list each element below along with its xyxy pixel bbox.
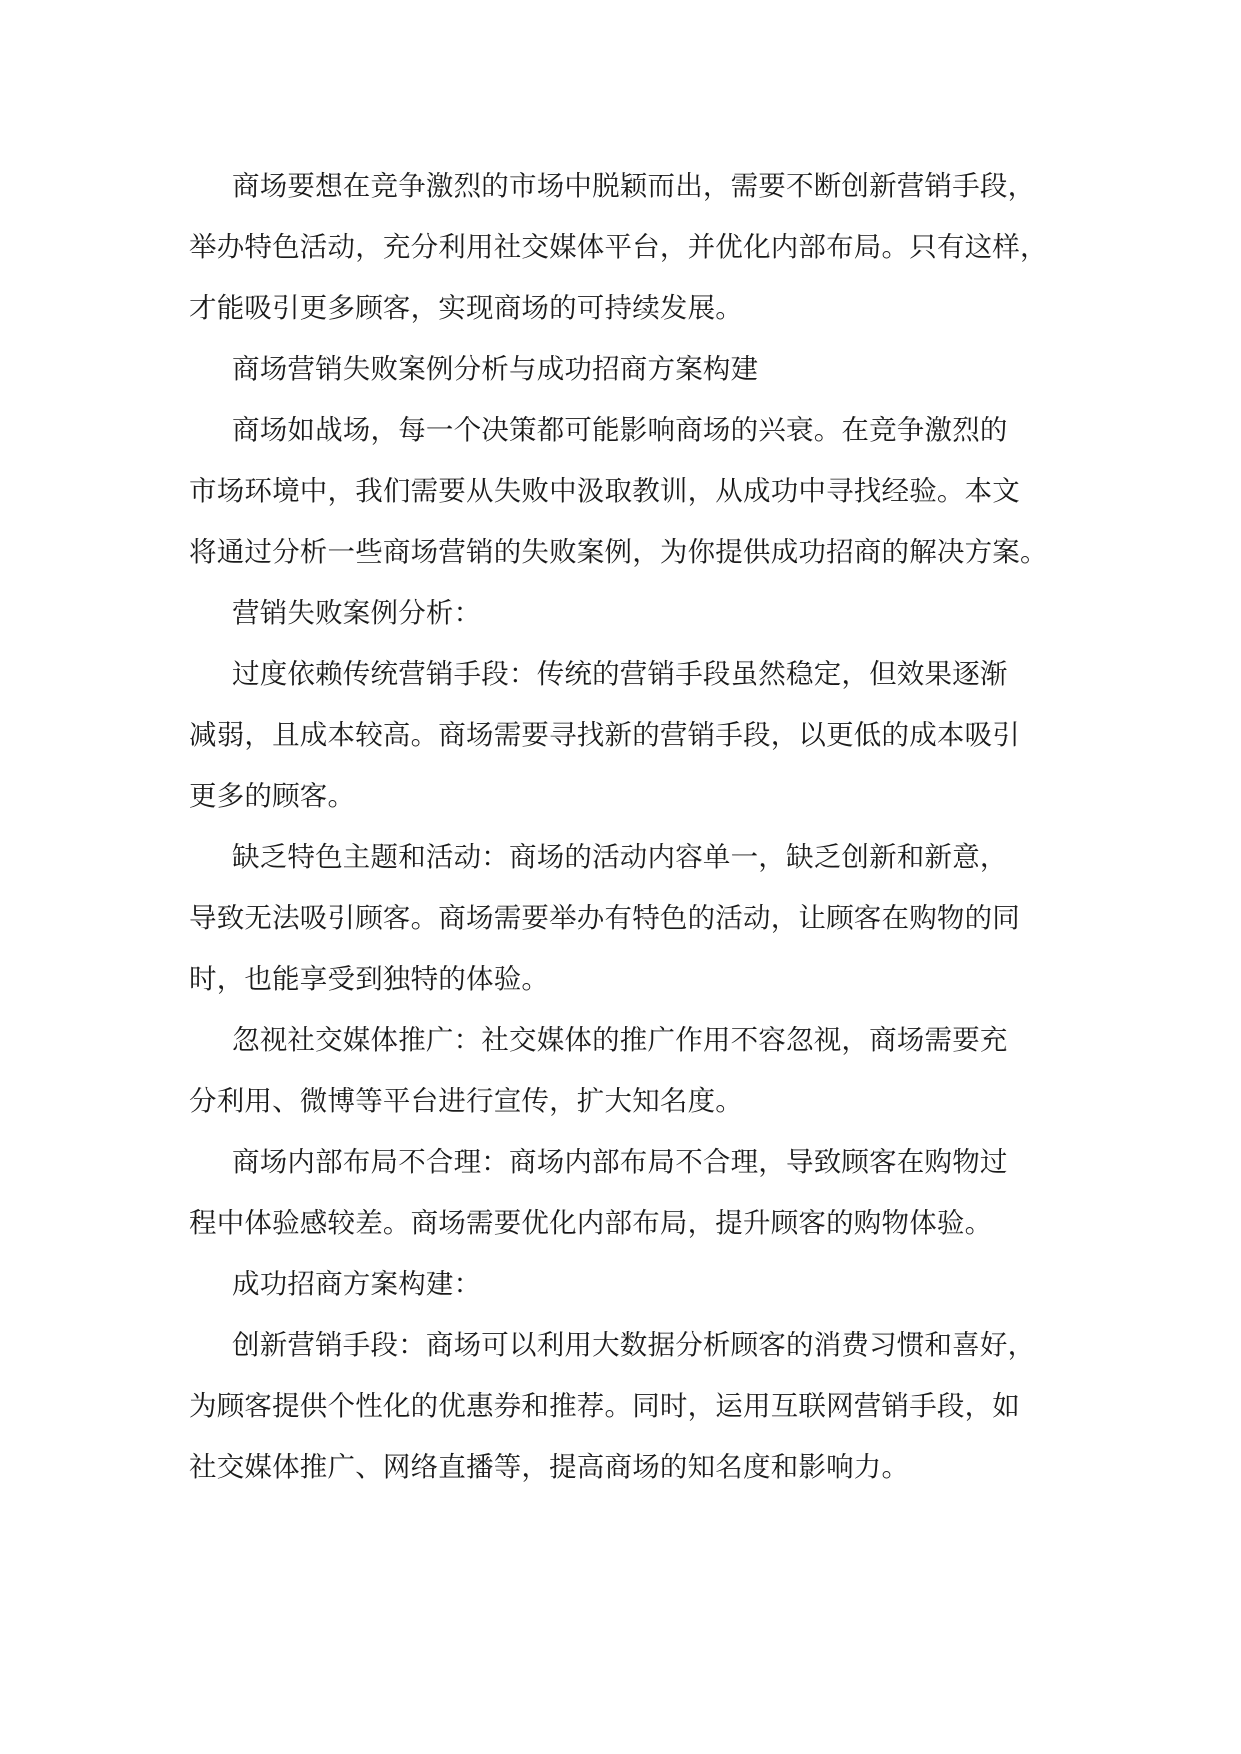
text-line: 分利用、微博等平台进行宣传，扩大知名度。: [189, 1085, 743, 1117]
paragraph-intro: [189, 400, 1059, 583]
subheading-success-plan: [189, 1254, 1059, 1315]
document-body: [189, 156, 1059, 1498]
text-line: 商场营销失败案例分析与成功招商方案构建: [232, 353, 759, 385]
section-title: [189, 339, 1059, 400]
text-line: 缺乏特色主题和活动：商场的活动内容单一，缺乏创新和新意，: [232, 841, 1008, 873]
text-line: 商场如战场，每一个决策都可能影响商场的兴衰。在竞争激烈的: [232, 414, 1008, 446]
paragraph-lack-of-themes: [189, 827, 1059, 1010]
text-line: 成功招商方案构建：: [232, 1268, 482, 1300]
text-line: 程中体验感较差。商场需要优化内部布局，提升顾客的购物体验。: [189, 1207, 993, 1239]
subheading-failure-cases: [189, 583, 1059, 644]
text-line: 营销失败案例分析：: [232, 597, 482, 629]
paragraph-conclusion: [189, 156, 1059, 339]
text-line: 市场环境中，我们需要从失败中汲取教训，从成功中寻找经验。本文: [189, 475, 1020, 507]
text-line: 导致无法吸引顾客。商场需要举办有特色的活动，让顾客在购物的同: [189, 902, 1020, 934]
text-line: 才能吸引更多顾客，实现商场的可持续发展。: [189, 292, 743, 324]
paragraph-layout: [189, 1132, 1059, 1254]
text-line: 减弱，且成本较高。商场需要寻找新的营销手段，以更低的成本吸引: [189, 719, 1020, 751]
text-line: 商场要想在竞争激烈的市场中脱颖而出，需要不断创新营销手段，: [232, 170, 1036, 202]
text-line: 商场内部布局不合理：商场内部布局不合理，导致顾客在购物过: [232, 1146, 1008, 1178]
text-line: 社交媒体推广、网络直播等，提高商场的知名度和影响力。: [189, 1451, 910, 1483]
text-line: 创新营销手段：商场可以利用大数据分析顾客的消费习惯和喜好，: [232, 1329, 1036, 1361]
text-line: 过度依赖传统营销手段：传统的营销手段虽然稳定，但效果逐渐: [232, 658, 1008, 690]
text-line: 将通过分析一些商场营销的失败案例，为你提供成功招商的解决方案。: [189, 536, 1048, 568]
text-line: 为顾客提供个性化的优惠券和推荐。同时，运用互联网营销手段，如: [189, 1390, 1020, 1422]
paragraph-innovative-marketing: [189, 1315, 1059, 1498]
paragraph-traditional-marketing: [189, 644, 1059, 827]
text-line: 举办特色活动，充分利用社交媒体平台，并优化内部布局。只有这样，: [189, 231, 1048, 263]
paragraph-social-media: [189, 1010, 1059, 1132]
text-line: 时，也能享受到独特的体验。: [189, 963, 550, 995]
text-line: 更多的顾客。: [189, 780, 356, 812]
text-line: 忽视社交媒体推广：社交媒体的推广作用不容忽视，商场需要充: [232, 1024, 1008, 1056]
